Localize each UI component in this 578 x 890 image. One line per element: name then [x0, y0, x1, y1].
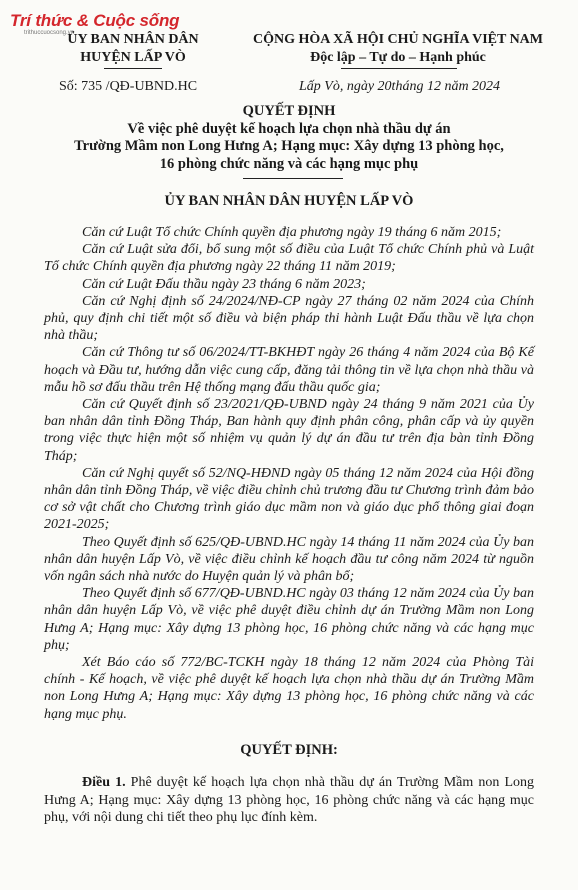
title-line-3: 16 phòng chức năng và các hạng mục phụ — [159, 155, 419, 172]
citation: Căn cứ Nghị định số 24/2024/NĐ-CP ngày 27 tháng 02 năm 2024 của Chính phủ, quy định chi tiết một số điều và biện pháp thi hành Luật Đấu thầu về lựa chọn nhà thầu; — [44, 293, 534, 344]
citation: Theo Quyết định số 677/QĐ-UBND.HC ngày 03 tháng 12 năm 2024 của Ủy ban nhân dân huyện Lấp Vò, về việc phê duyệt điều chỉnh dự án Trường Mầm non Long Hưng A; Hạng mục: Xây dựng 13 phòng học, 16 phòng chức năng và các hạng mục phụ; — [44, 586, 534, 653]
citation: Căn cứ Luật Tổ chức Chính quyền địa phương ngày 19 tháng 6 năm 2015; — [82, 225, 502, 240]
title-line-2: Trường Mầm non Long Hưng A; Hạng mục: Xây dựng 13 phòng học, — [74, 138, 504, 154]
issuer-underline — [104, 68, 162, 69]
national-header — [238, 31, 558, 67]
decision-heading: QUYẾT ĐỊNH: — [240, 742, 338, 758]
citation: Căn cứ Quyết định số 23/2021/QĐ-UBND ngày 24 tháng 9 năm 2021 của Ủy ban nhân dân tỉnh Đồng Tháp, Ban hành quy định phân công, phân cấp và ủy quyền trong việc thực hiện một số nhiệm vụ quản lý dự án đầu tư trên địa bàn tỉnh Đồng Tháp; — [44, 397, 534, 464]
legal-citations — [44, 224, 534, 723]
title-heading: QUYẾT ĐỊNH — [242, 103, 336, 119]
country-name: CỘNG HÒA XÃ HỘI CHỦ NGHĨA VIỆT NAM — [252, 32, 543, 47]
issuer-line-1: ỦY BAN NHÂN DÂN — [67, 32, 199, 47]
motto-underline — [341, 68, 457, 69]
national-motto: Độc lập – Tự do – Hạnh phúc — [310, 50, 486, 65]
watermark-url: trithuccuocsong.vn — [24, 30, 75, 36]
citation: Căn cứ Nghị quyết số 52/NQ-HĐND ngày 05 tháng 12 năm 2024 của Hội đồng nhân dân tỉnh Đồng Tháp, về việc điều chỉnh chủ trương đầu tư Chương trình đảm bảo cơ sở vật chất cho Chương trình giáo dục mầm non và giáo dục phổ thông giai đoạn 2021-2025; — [44, 465, 534, 533]
article-1 — [44, 774, 534, 827]
citation: Căn cứ Thông tư số 06/2024/TT-BKHĐT ngày 26 tháng 4 năm 2024 của Bộ Kế hoạch và Đầu tư, hướng dẫn việc cung cấp, đăng tải thông tin về lựa chọn nhà thầu và mẫu hồ sơ đấu thầu trên Hệ thống mạng đấu thầu quốc gia; — [44, 345, 534, 395]
document-title — [0, 103, 578, 173]
issuer-line-2: HUYỆN LẤP VÒ — [80, 50, 186, 65]
citation: Xét Báo cáo số 772/BC-TCKH ngày 18 tháng 12 năm 2024 của Phòng Tài chính - Kế hoạch, về việc phê duyệt kế hoạch lựa chọn nhà thầu dự án Trường Mầm non Long Hưng A; Hạng mục: Xây dựng 13 phòng học, 16 phòng chức năng và các hạng mục phụ. — [44, 655, 534, 722]
article-1-text: Phê duyệt kế hoạch lựa chọn nhà thầu dự án Trường Mầm non Long Hưng A; Hạng mục: Xây dựng 13 phòng học, 16 phòng chức năng và các hạng mục phụ, với nội dung chi tiết theo phụ lục đính kèm. — [44, 775, 534, 825]
citation: Theo Quyết định số 625/QĐ-UBND.HC ngày 14 tháng 11 năm 2024 của Ủy ban nhân dân huyện Lấp Vò, về việc điều chỉnh kế hoạch đầu tư công năm 2024 từ nguồn vốn ngân sách nhà nước do Huyện quản lý và phân bổ; — [44, 534, 534, 585]
article-1-label: Điều 1. — [82, 775, 126, 790]
citation: Căn cứ Luật sửa đổi, bổ sung một số điều của Luật Tổ chức Chính phủ và Luật Tổ chức Chính quyền địa phương ngày 22 tháng 11 năm 2019; — [44, 242, 534, 275]
citation: Căn cứ Luật Đấu thầu ngày 23 tháng 6 năm 2023; — [82, 276, 366, 292]
issue-date: Lấp Vò, ngày 20tháng 12 năm 2024 — [299, 79, 501, 94]
title-underline — [243, 178, 343, 179]
document-number: Số: 735 /QĐ-UBND.HC — [59, 79, 198, 94]
watermark-logo-text: Trí thức & Cuộc sống — [10, 11, 180, 30]
title-line-1: Về việc phê duyệt kế hoạch lựa chọn nhà thầu dự án — [127, 120, 451, 137]
authority-heading: ỦY BAN NHÂN DÂN HUYỆN LẤP VÒ — [164, 193, 414, 209]
issuer-block — [43, 31, 223, 67]
